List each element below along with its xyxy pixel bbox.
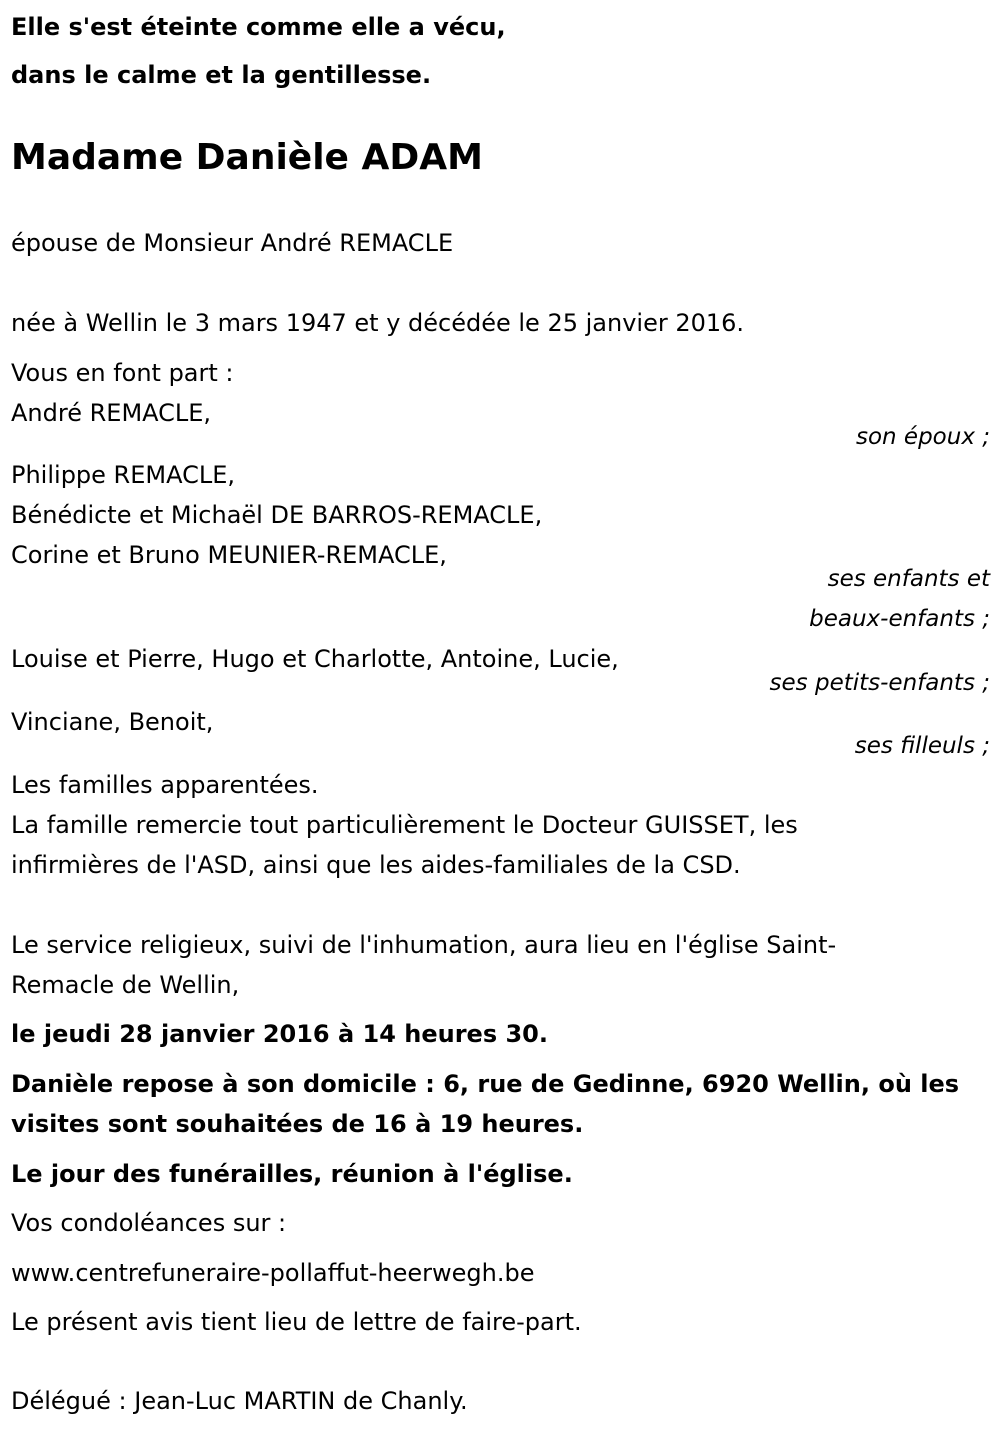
opening-quote-line-1: Elle s'est éteinte comme elle a vécu,	[11, 13, 506, 41]
website-link[interactable]: www.centrefuneraire-pollaffut-heerwegh.be	[11, 1259, 535, 1287]
birth-death-line: née à Wellin le 3 mars 1947 et y décédée le 25 janvier 2016.	[11, 309, 745, 337]
service-line-2: Remacle de Wellin,	[11, 971, 240, 999]
delegate-line: Délégué : Jean-Luc MARTIN de Chanly.	[11, 1387, 468, 1415]
family-intro: Vous en font part :	[11, 359, 234, 387]
service-line-1: Le service religieux, suivi de l'inhumation, aura lieu en l'église Saint-	[11, 931, 837, 959]
role-grandchildren: ses petits-enfants ;	[769, 670, 990, 696]
role-spouse: son époux ;	[855, 424, 990, 450]
related-families: Les familles apparentées.	[11, 771, 319, 799]
family-name-child-3: Corine et Bruno MEUNIER-REMACLE,	[11, 541, 447, 569]
thanks-line-2: infirmières de l'ASD, ainsi que les aides-familiales de la CSD.	[11, 851, 741, 879]
notice-line: Le présent avis tient lieu de lettre de faire-part.	[11, 1308, 582, 1336]
family-name-godchildren: Vinciane, Benoit,	[11, 708, 214, 736]
role-children-line-1: ses enfants et	[827, 566, 990, 592]
family-name-child-2: Bénédicte et Michaël DE BARROS-REMACLE,	[11, 501, 543, 529]
family-name-grandchildren: Louise et Pierre, Hugo et Charlotte, Antoine, Lucie,	[11, 645, 619, 673]
service-date: le jeudi 28 janvier 2016 à 14 heures 30.	[11, 1020, 548, 1048]
rest-line-2: visites sont souhaitées de 16 à 19 heures.	[11, 1110, 584, 1138]
spouse-line: épouse de Monsieur André REMACLE	[11, 229, 454, 257]
funeral-day-line: Le jour des funérailles, réunion à l'église.	[11, 1160, 573, 1188]
thanks-line-1: La famille remercie tout particulièrement le Docteur GUISSET, les	[11, 811, 798, 839]
rest-line-1: Danièle repose à son domicile : 6, rue de Gedinne, 6920 Wellin, où les	[11, 1070, 960, 1098]
opening-quote-line-2: dans le calme et la gentillesse.	[11, 61, 432, 89]
role-godchildren: ses filleuls ;	[854, 733, 990, 759]
deceased-name: Madame Danièle ADAM	[11, 137, 483, 178]
family-name-spouse: André REMACLE,	[11, 399, 212, 427]
role-children-line-2: beaux-enfants ;	[809, 606, 990, 632]
condolences-intro: Vos condoléances sur :	[11, 1209, 287, 1237]
family-name-child-1: Philippe REMACLE,	[11, 461, 236, 489]
condolences-website[interactable]	[11, 1258, 535, 1288]
